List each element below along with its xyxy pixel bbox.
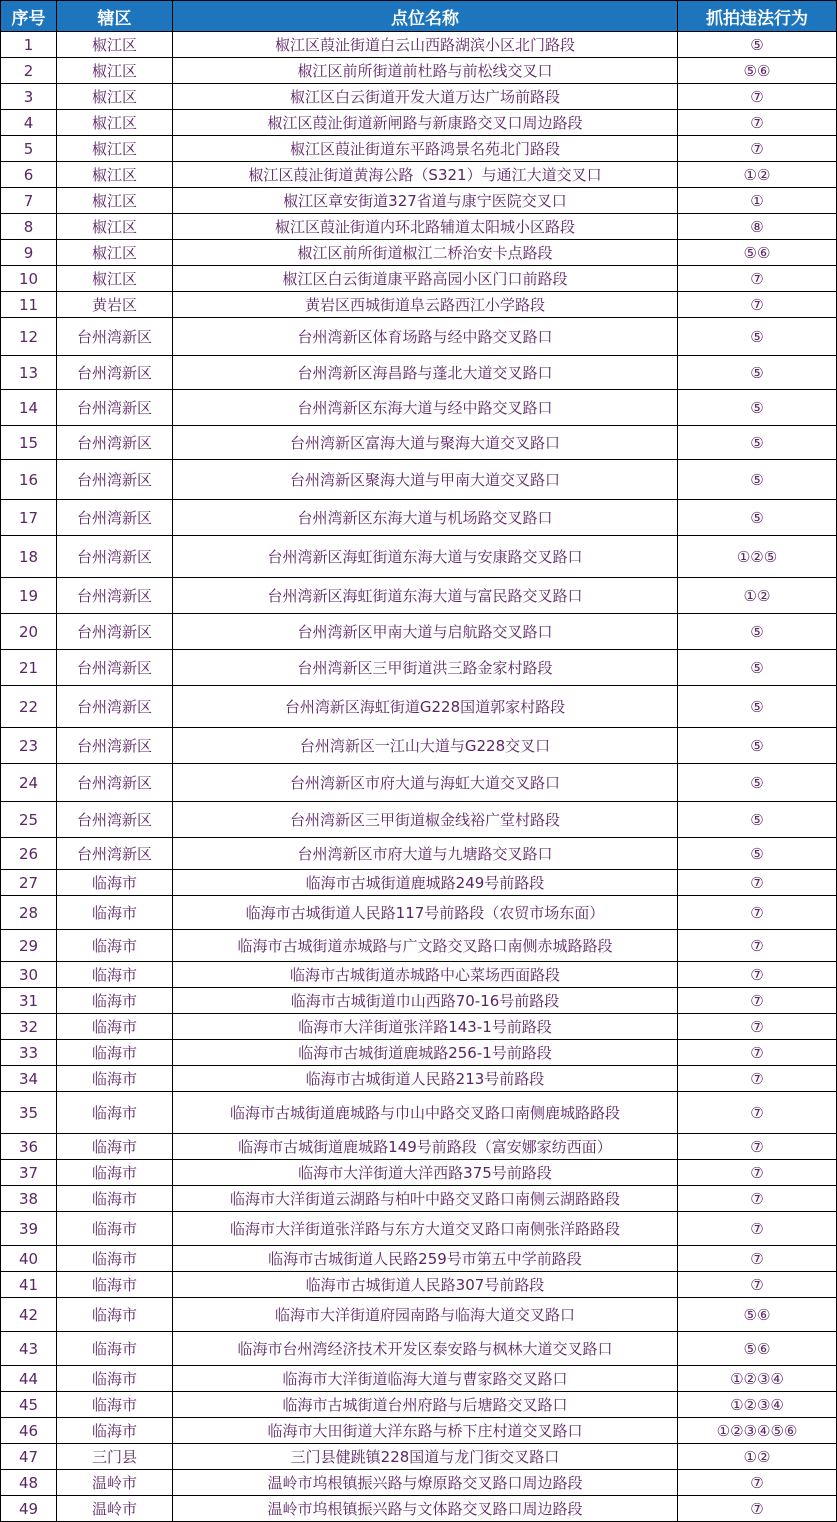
row-violation-type: ① <box>678 188 837 214</box>
row-violation-type: ⑤ <box>678 32 837 58</box>
row-violation-type: ①②③④ <box>678 1392 837 1418</box>
row-district: 温岭市 <box>57 1470 173 1496</box>
table-row <box>1 188 837 214</box>
row-location-name: 台州湾新区一江山大道与G228交叉口 <box>173 728 678 764</box>
header-index: 序号 <box>1 1 57 32</box>
row-district: 椒江区 <box>57 162 173 188</box>
row-violation-type: ⑦ <box>678 1134 837 1160</box>
row-index: 12 <box>1 318 57 356</box>
row-location-name: 台州湾新区三甲街道洪三路金家村路段 <box>173 650 678 686</box>
row-location-name: 椒江区白云街道康平路高园小区门口前路段 <box>173 266 678 292</box>
row-index: 5 <box>1 136 57 162</box>
row-index: 43 <box>1 1332 57 1366</box>
row-index: 3 <box>1 84 57 110</box>
table-row <box>1 162 837 188</box>
row-location-name: 台州湾新区东海大道与经中路交叉路口 <box>173 390 678 426</box>
header-location-name: 点位名称 <box>173 1 678 32</box>
row-location-name: 台州湾新区甲南大道与启航路交叉路口 <box>173 614 678 650</box>
row-district: 台州湾新区 <box>57 578 173 614</box>
row-violation-type: ⑤ <box>678 614 837 650</box>
row-location-name: 临海市古城街道人民路117号前路段（农贸市场东面） <box>173 896 678 930</box>
row-violation-type: ⑤⑥ <box>678 240 837 266</box>
row-violation-type: ⑦ <box>678 896 837 930</box>
row-district: 三门县 <box>57 1444 173 1470</box>
table-row <box>1 1418 837 1444</box>
row-violation-type: ⑦ <box>678 110 837 136</box>
row-location-name: 台州湾新区东海大道与机场路交叉路口 <box>173 500 678 536</box>
row-index: 1 <box>1 32 57 58</box>
row-location-name: 温岭市坞根镇振兴路与燎原路交叉路口周边路段 <box>173 1470 678 1496</box>
row-index: 19 <box>1 578 57 614</box>
table-row <box>1 870 837 896</box>
table-row <box>1 1212 837 1246</box>
row-location-name: 临海市古城街道赤城路与广文路交叉路口南侧赤城路路段 <box>173 930 678 962</box>
row-district: 台州湾新区 <box>57 536 173 578</box>
table-row <box>1 84 837 110</box>
table-row <box>1 536 837 578</box>
row-district: 台州湾新区 <box>57 390 173 426</box>
row-index: 25 <box>1 802 57 838</box>
row-index: 40 <box>1 1246 57 1272</box>
row-index: 38 <box>1 1186 57 1212</box>
row-violation-type: ⑦ <box>678 1160 837 1186</box>
row-district: 临海市 <box>57 1186 173 1212</box>
row-district: 台州湾新区 <box>57 838 173 870</box>
header-district: 辖区 <box>57 1 173 32</box>
row-index: 44 <box>1 1366 57 1392</box>
row-location-name: 台州湾新区市府大道与九塘路交叉路口 <box>173 838 678 870</box>
row-district: 临海市 <box>57 1134 173 1160</box>
row-location-name: 椒江区前所街道椒江二桥治安卡点路段 <box>173 240 678 266</box>
row-violation-type: ⑦ <box>678 870 837 896</box>
row-index: 18 <box>1 536 57 578</box>
row-violation-type: ⑤ <box>678 356 837 390</box>
row-index: 8 <box>1 214 57 240</box>
table-row <box>1 1298 837 1332</box>
row-index: 49 <box>1 1496 57 1522</box>
row-location-name: 临海市台州湾经济技术开发区泰安路与枫林大道交叉路口 <box>173 1332 678 1366</box>
table-row <box>1 1444 837 1470</box>
row-index: 4 <box>1 110 57 136</box>
row-index: 26 <box>1 838 57 870</box>
row-district: 临海市 <box>57 1160 173 1186</box>
table-row <box>1 802 837 838</box>
table-row <box>1 614 837 650</box>
table-row <box>1 838 837 870</box>
table-row <box>1 1496 837 1522</box>
row-violation-type: ⑦ <box>678 136 837 162</box>
row-location-name: 临海市大田街道大洋东路与桥下庄村道交叉路口 <box>173 1418 678 1444</box>
row-district: 台州湾新区 <box>57 728 173 764</box>
row-location-name: 台州湾新区海虹街道东海大道与富民路交叉路口 <box>173 578 678 614</box>
row-violation-type: ⑤ <box>678 318 837 356</box>
row-location-name: 椒江区章安街道327省道与康宁医院交叉口 <box>173 188 678 214</box>
row-location-name: 台州湾新区海昌路与蓬北大道交叉路口 <box>173 356 678 390</box>
row-location-name: 台州湾新区体育场路与经中路交叉路口 <box>173 318 678 356</box>
row-district: 临海市 <box>57 988 173 1014</box>
row-violation-type: ⑦ <box>678 962 837 988</box>
row-violation-type: ⑦ <box>678 266 837 292</box>
row-location-name: 临海市古城街道巾山西路70-16号前路段 <box>173 988 678 1014</box>
row-index: 36 <box>1 1134 57 1160</box>
row-violation-type: ①②③④⑤⑥ <box>678 1418 837 1444</box>
row-location-name: 临海市大洋街道张洋路与东方大道交叉路口南侧张洋路路段 <box>173 1212 678 1246</box>
row-index: 47 <box>1 1444 57 1470</box>
row-district: 临海市 <box>57 1014 173 1040</box>
header-row <box>1 1 837 32</box>
row-location-name: 椒江区前所街道前杜路与前松线交叉口 <box>173 58 678 84</box>
table-row <box>1 962 837 988</box>
row-index: 6 <box>1 162 57 188</box>
row-violation-type: ⑦ <box>678 292 837 318</box>
row-violation-type: ⑦ <box>678 1040 837 1066</box>
table-row <box>1 1014 837 1040</box>
row-location-name: 椒江区葭沚街道新闸路与新康路交叉口周边路段 <box>173 110 678 136</box>
row-index: 35 <box>1 1092 57 1134</box>
row-district: 台州湾新区 <box>57 318 173 356</box>
row-violation-type: ⑤ <box>678 802 837 838</box>
row-location-name: 台州湾新区市府大道与海虹大道交叉路口 <box>173 764 678 802</box>
row-location-name: 临海市古城街道人民路259号市第五中学前路段 <box>173 1246 678 1272</box>
table-row <box>1 896 837 930</box>
row-location-name: 临海市古城街道鹿城路149号前路段（富安娜家纺西面） <box>173 1134 678 1160</box>
row-location-name: 台州湾新区海虹街道G228国道郭家村路段 <box>173 686 678 728</box>
table-row <box>1 214 837 240</box>
row-district: 临海市 <box>57 1298 173 1332</box>
table-row <box>1 1186 837 1212</box>
row-violation-type: ⑤⑥ <box>678 1298 837 1332</box>
row-district: 台州湾新区 <box>57 650 173 686</box>
row-violation-type: ⑦ <box>678 1014 837 1040</box>
row-location-name: 临海市大洋街道张洋路143-1号前路段 <box>173 1014 678 1040</box>
row-index: 41 <box>1 1272 57 1298</box>
row-violation-type: ①②③④ <box>678 1366 837 1392</box>
row-district: 临海市 <box>57 870 173 896</box>
row-district: 临海市 <box>57 1066 173 1092</box>
row-index: 39 <box>1 1212 57 1246</box>
row-location-name: 临海市大洋街道大洋西路375号前路段 <box>173 1160 678 1186</box>
row-location-name: 台州湾新区聚海大道与甲南大道交叉路口 <box>173 460 678 500</box>
row-violation-type: ⑤ <box>678 764 837 802</box>
row-index: 27 <box>1 870 57 896</box>
row-location-name: 椒江区白云街道开发大道万达广场前路段 <box>173 84 678 110</box>
row-district: 椒江区 <box>57 32 173 58</box>
row-violation-type: ①② <box>678 162 837 188</box>
row-location-name: 三门县健跳镇228国道与龙门街交叉路口 <box>173 1444 678 1470</box>
row-index: 45 <box>1 1392 57 1418</box>
table-row <box>1 110 837 136</box>
row-location-name: 临海市古城街道鹿城路249号前路段 <box>173 870 678 896</box>
row-violation-type: ⑦ <box>678 1246 837 1272</box>
table-row <box>1 390 837 426</box>
row-index: 33 <box>1 1040 57 1066</box>
row-district: 台州湾新区 <box>57 764 173 802</box>
row-violation-type: ⑤ <box>678 460 837 500</box>
table-row <box>1 764 837 802</box>
row-violation-type: ⑦ <box>678 1212 837 1246</box>
row-index: 17 <box>1 500 57 536</box>
table-row <box>1 356 837 390</box>
table-row <box>1 240 837 266</box>
row-district: 临海市 <box>57 930 173 962</box>
row-district: 临海市 <box>57 962 173 988</box>
row-index: 15 <box>1 426 57 460</box>
row-violation-type: ⑦ <box>678 1092 837 1134</box>
table-row <box>1 1272 837 1298</box>
row-district: 椒江区 <box>57 136 173 162</box>
row-violation-type: ①② <box>678 578 837 614</box>
table-row <box>1 1040 837 1066</box>
row-district: 台州湾新区 <box>57 500 173 536</box>
row-violation-type: ⑦ <box>678 1496 837 1522</box>
row-violation-type: ⑦ <box>678 1066 837 1092</box>
row-violation-type: ⑦ <box>678 1186 837 1212</box>
row-index: 32 <box>1 1014 57 1040</box>
row-location-name: 椒江区葭沚街道内环北路辅道太阳城小区路段 <box>173 214 678 240</box>
row-violation-type: ⑤ <box>678 728 837 764</box>
row-district: 临海市 <box>57 896 173 930</box>
row-location-name: 临海市大洋街道云湖路与柏叶中路交叉路口南侧云湖路路段 <box>173 1186 678 1212</box>
row-violation-type: ①② <box>678 1444 837 1470</box>
table-row <box>1 460 837 500</box>
row-district: 临海市 <box>57 1246 173 1272</box>
table-row <box>1 1470 837 1496</box>
row-index: 28 <box>1 896 57 930</box>
row-index: 2 <box>1 58 57 84</box>
row-index: 34 <box>1 1066 57 1092</box>
table-row <box>1 1246 837 1272</box>
row-location-name: 椒江区葭沚街道白云山西路湖滨小区北门路段 <box>173 32 678 58</box>
row-index: 11 <box>1 292 57 318</box>
row-district: 临海市 <box>57 1418 173 1444</box>
table-row <box>1 1392 837 1418</box>
row-location-name: 椒江区葭沚街道黄海公路（S321）与通江大道交叉口 <box>173 162 678 188</box>
row-violation-type: ⑤ <box>678 838 837 870</box>
row-district: 台州湾新区 <box>57 460 173 500</box>
header-violation-type: 抓拍违法行为 <box>678 1 837 32</box>
row-index: 31 <box>1 988 57 1014</box>
row-violation-type: ⑤⑥ <box>678 1332 837 1366</box>
row-index: 46 <box>1 1418 57 1444</box>
row-district: 椒江区 <box>57 240 173 266</box>
row-index: 10 <box>1 266 57 292</box>
row-location-name: 临海市古城街道人民路213号前路段 <box>173 1066 678 1092</box>
row-index: 9 <box>1 240 57 266</box>
table-row <box>1 988 837 1014</box>
table-row <box>1 318 837 356</box>
row-violation-type: ⑤ <box>678 500 837 536</box>
row-location-name: 黄岩区西城街道阜云路西江小学路段 <box>173 292 678 318</box>
row-violation-type: ⑦ <box>678 930 837 962</box>
row-district: 椒江区 <box>57 110 173 136</box>
table-row <box>1 686 837 728</box>
table-row <box>1 650 837 686</box>
row-violation-type: ⑦ <box>678 84 837 110</box>
row-index: 30 <box>1 962 57 988</box>
row-index: 21 <box>1 650 57 686</box>
row-location-name: 临海市古城街道鹿城路256-1号前路段 <box>173 1040 678 1066</box>
row-violation-type: ⑤ <box>678 426 837 460</box>
row-index: 23 <box>1 728 57 764</box>
row-violation-type: ⑤ <box>678 390 837 426</box>
row-index: 16 <box>1 460 57 500</box>
row-location-name: 临海市大洋街道府园南路与临海大道交叉路口 <box>173 1298 678 1332</box>
row-violation-type: ⑤⑥ <box>678 58 837 84</box>
table-row <box>1 266 837 292</box>
table-row <box>1 578 837 614</box>
row-violation-type: ⑦ <box>678 1272 837 1298</box>
row-district: 椒江区 <box>57 214 173 240</box>
row-location-name: 临海市古城街道人民路307号前路段 <box>173 1272 678 1298</box>
table-row <box>1 500 837 536</box>
table-row <box>1 136 837 162</box>
row-district: 台州湾新区 <box>57 356 173 390</box>
row-index: 29 <box>1 930 57 962</box>
row-index: 22 <box>1 686 57 728</box>
row-index: 20 <box>1 614 57 650</box>
table-row <box>1 58 837 84</box>
row-district: 椒江区 <box>57 188 173 214</box>
row-district: 临海市 <box>57 1212 173 1246</box>
row-index: 42 <box>1 1298 57 1332</box>
table-row <box>1 1066 837 1092</box>
row-district: 临海市 <box>57 1366 173 1392</box>
row-district: 椒江区 <box>57 58 173 84</box>
row-location-name: 台州湾新区海虹街道东海大道与安康路交叉路口 <box>173 536 678 578</box>
table-body <box>1 32 837 1522</box>
row-violation-type: ⑧ <box>678 214 837 240</box>
row-index: 48 <box>1 1470 57 1496</box>
table-row <box>1 728 837 764</box>
row-location-name: 临海市大洋街道临海大道与曹家路交叉路口 <box>173 1366 678 1392</box>
row-index: 37 <box>1 1160 57 1186</box>
table-row <box>1 930 837 962</box>
row-district: 黄岩区 <box>57 292 173 318</box>
row-district: 临海市 <box>57 1392 173 1418</box>
row-location-name: 温岭市坞根镇振兴路与文体路交叉路口周边路段 <box>173 1496 678 1522</box>
row-district: 台州湾新区 <box>57 686 173 728</box>
row-location-name: 临海市古城街道鹿城路与巾山中路交叉路口南侧鹿城路路段 <box>173 1092 678 1134</box>
table-row <box>1 1366 837 1392</box>
row-location-name: 椒江区葭沚街道东平路鸿景名苑北门路段 <box>173 136 678 162</box>
row-district: 临海市 <box>57 1092 173 1134</box>
row-location-name: 台州湾新区富海大道与聚海大道交叉路口 <box>173 426 678 460</box>
row-location-name: 临海市古城街道台州府路与后塘路交叉路口 <box>173 1392 678 1418</box>
table-row <box>1 292 837 318</box>
row-district: 椒江区 <box>57 266 173 292</box>
row-district: 临海市 <box>57 1040 173 1066</box>
row-district: 台州湾新区 <box>57 426 173 460</box>
row-index: 7 <box>1 188 57 214</box>
table-row <box>1 1092 837 1134</box>
row-violation-type: ⑤ <box>678 686 837 728</box>
row-violation-type: ⑦ <box>678 1470 837 1496</box>
row-index: 14 <box>1 390 57 426</box>
row-index: 24 <box>1 764 57 802</box>
row-district: 临海市 <box>57 1272 173 1298</box>
table-row <box>1 32 837 58</box>
row-location-name: 临海市古城街道赤城路中心菜场西面路段 <box>173 962 678 988</box>
table-row <box>1 1134 837 1160</box>
table-row <box>1 1160 837 1186</box>
row-district: 椒江区 <box>57 84 173 110</box>
row-location-name: 台州湾新区三甲街道椒金线裕广堂村路段 <box>173 802 678 838</box>
row-violation-type: ⑤ <box>678 650 837 686</box>
row-district: 台州湾新区 <box>57 614 173 650</box>
table-row <box>1 1332 837 1366</box>
table-row <box>1 426 837 460</box>
row-district: 温岭市 <box>57 1496 173 1522</box>
row-index: 13 <box>1 356 57 390</box>
row-district: 台州湾新区 <box>57 802 173 838</box>
row-violation-type: ⑦ <box>678 988 837 1014</box>
row-district: 临海市 <box>57 1332 173 1366</box>
row-violation-type: ①②⑤ <box>678 536 837 578</box>
